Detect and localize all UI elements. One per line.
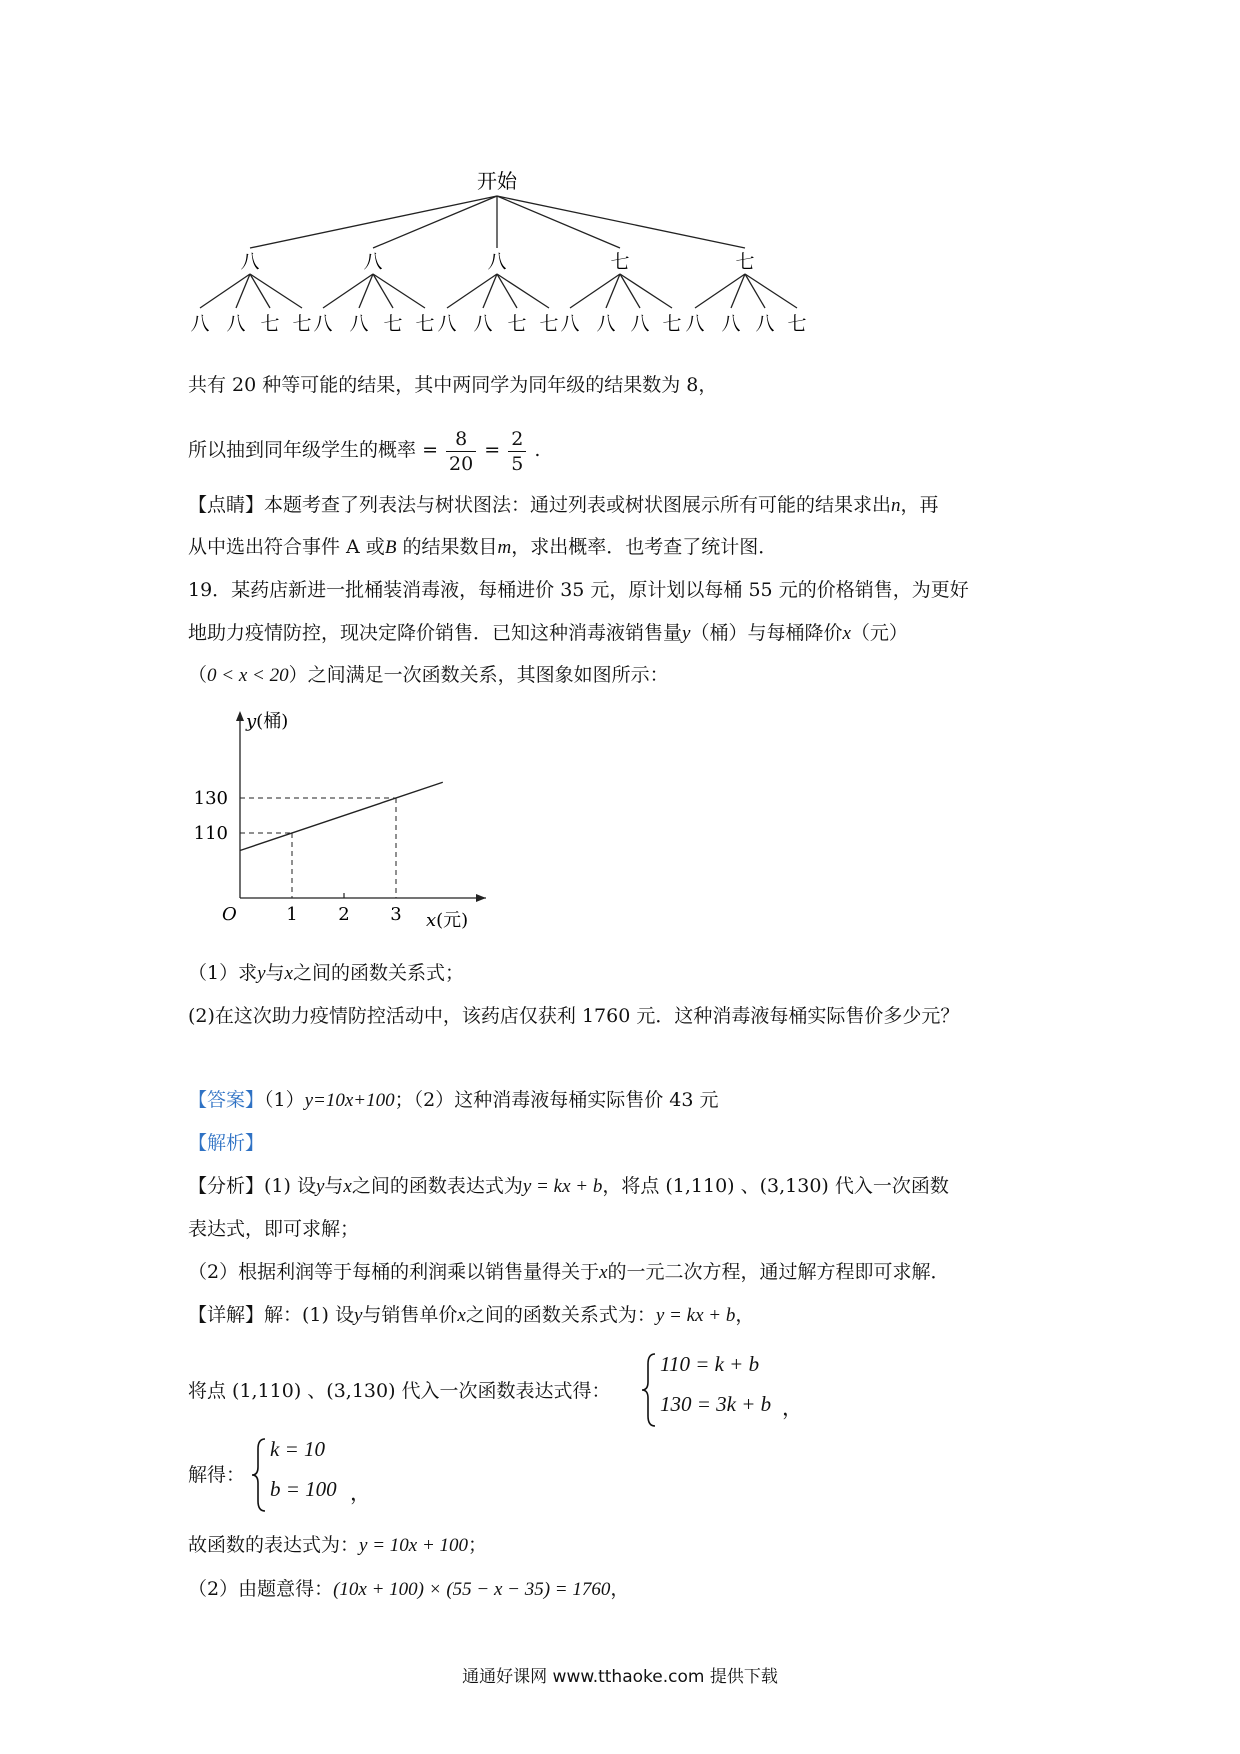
substitute-points: 将点 (1,110) 、(3,130) 代入一次函数表达式得： [188, 1380, 611, 1402]
sub1-y: y [257, 963, 266, 984]
fenxi-y: y [315, 1176, 325, 1197]
tree-node-l1: 七 [610, 251, 630, 273]
part2-line [188, 1576, 629, 1603]
range-expr: 0 < x < 20 [207, 665, 289, 686]
tree-leaf: 八 [349, 313, 369, 335]
jiexi-label: 【解析】 [188, 1132, 265, 1154]
sub1-x: x [284, 963, 293, 984]
tree-leaf: 八 [226, 313, 246, 335]
tree-leaf: 八 [721, 313, 741, 335]
tree-root-label: 开始 [477, 169, 517, 193]
dianjing2-text-a: 从中选出符合事件 A 或 [188, 536, 385, 558]
system2-eq1: k = 10 [270, 1437, 325, 1461]
system1-eq1: 110 = k + b [660, 1352, 760, 1376]
q19-2c: （元） [850, 622, 908, 644]
dianjing2-text-c: ，求出概率．也考查了统计图． [511, 536, 778, 558]
tree-node-l1: 八 [487, 251, 507, 273]
y-tick-label: 110 [193, 823, 228, 844]
tree-leaf: 八 [560, 313, 580, 335]
answer-line [188, 1087, 718, 1114]
xiangjie-eq: y = kx + b [655, 1305, 736, 1326]
tree-branch-l2 [373, 274, 393, 308]
footer-source: 通通好课网 www.tthaoke.com 提供下载 [462, 1667, 778, 1687]
q19-line-1: 19．某药店新进一批桶装消毒液，每桶进价 35 元，原计划以每桶 55 元的价格销售，为更好 [188, 579, 969, 601]
part2-end: ， [610, 1578, 630, 1600]
system2-eq2: b = 100 [270, 1477, 337, 1501]
tree-branch-l2 [620, 274, 672, 308]
system1-eq2: 130 = 3k + b [660, 1392, 772, 1416]
tree-leaf: 七 [662, 313, 682, 335]
eq-sign-1: = [422, 439, 438, 461]
tree-branch-l2 [620, 274, 640, 308]
tree-leaf: 七 [260, 313, 280, 335]
x-tick-label: 1 [286, 904, 298, 925]
xiangjie-y: y [353, 1305, 363, 1326]
xiangjie-line-1 [188, 1302, 754, 1329]
var-n: n [891, 495, 901, 516]
function-line [240, 782, 443, 850]
eq-sign-2: = [484, 439, 501, 461]
dianjing-line-1 [188, 492, 939, 519]
tree-branch-l2 [497, 274, 549, 308]
sub1-a: （1）求 [188, 962, 258, 984]
brace-left-1 [640, 1352, 658, 1428]
x-tick-label: 2 [338, 904, 350, 925]
prob-end: . [534, 439, 541, 461]
q19-2a: 地助力疫情防控，现决定降价销售．已知这种消毒液销售量 [188, 622, 683, 644]
tree-leaf: 七 [507, 313, 527, 335]
tree-leaf: 八 [313, 313, 333, 335]
x-axis-label: x(元) [426, 910, 469, 931]
tree-node-l1: 八 [240, 251, 260, 273]
function-expression-line [188, 1532, 487, 1559]
system1-end: ， [782, 1396, 803, 1420]
tree-branch-l1 [497, 196, 745, 248]
fenxi3-x: x [599, 1262, 608, 1283]
linear-function-chart [188, 705, 508, 945]
fenxi-a: 【分析】(1) 设 [188, 1175, 316, 1197]
xiangjie-x: x [457, 1305, 466, 1326]
fenxi-line-1 [188, 1173, 949, 1200]
xiangjie-a: 【详解】解：(1) 设 [188, 1304, 354, 1326]
var-m: m [497, 537, 512, 558]
sub1-b: 与 [265, 962, 285, 984]
fenxi3-b: 的一元二次方程，通过解方程即可求解． [607, 1261, 950, 1283]
q19-line-2 [188, 620, 908, 647]
q19-2b: （桶）与每桶降价 [690, 622, 843, 644]
fenxi3-a: （2）根据利润等于每桶的利润乘以销售量得关于 [188, 1261, 600, 1283]
var-y: y [682, 623, 691, 644]
func-a: 故函数的表达式为： [188, 1534, 360, 1556]
frac1-num: 8 [446, 427, 476, 452]
tree-leaf: 八 [685, 313, 705, 335]
tree-branch-l1 [373, 196, 497, 248]
prob-prefix: 所以抽到同年级学生的概率 [188, 439, 417, 461]
fenxi-eq: y = kx + b [522, 1176, 603, 1197]
probability-line [188, 420, 540, 480]
tree-diagram [0, 150, 1240, 490]
fenxi-line-3 [188, 1259, 950, 1286]
x-axis-arrow [476, 894, 486, 902]
y-axis-arrow [236, 711, 244, 721]
result-line: 共有 20 种等可能的结果，其中两同学为同年级的结果数为 8， [188, 374, 718, 396]
frac2-num: 2 [508, 427, 526, 452]
dianjing2-text-b: 的结果数目 [396, 536, 498, 558]
y-tick-label: 130 [193, 788, 228, 809]
tree-leaf: 七 [787, 313, 807, 335]
xiangjie-b: 与销售单价 [362, 1304, 458, 1326]
system2-end: ， [350, 1481, 371, 1505]
func-end: ； [468, 1534, 488, 1556]
q19-3a: （ [188, 664, 208, 686]
tree-branch-l1 [497, 196, 620, 248]
origin-label: O [222, 904, 237, 925]
tree-leaf: 八 [596, 313, 616, 335]
fenxi-x: x [343, 1176, 352, 1197]
tree-branch-l2 [250, 274, 302, 308]
jiede-label: 解得： [188, 1464, 246, 1486]
answer-a: （1） [264, 1089, 305, 1111]
answer-eq: y=10x+100 [304, 1090, 395, 1111]
frac2-den: 5 [511, 452, 524, 475]
tree-leaf: 八 [473, 313, 493, 335]
tree-leaf: 八 [190, 313, 210, 335]
dianjing-text-b: ，再 [900, 494, 939, 516]
tree-branch-l1 [250, 196, 497, 248]
xiangjie-d: ， [735, 1304, 755, 1326]
tree-branch-l2 [745, 274, 765, 308]
q19-3b: ）之间满足一次函数关系，其图象如图所示： [288, 664, 669, 686]
sub-question-2: (2)在这次助力疫情防控活动中，该药店仅获利 1760 元．这种消毒液每桶实际售价多少元？ [188, 1005, 960, 1027]
tree-leaf: 七 [383, 313, 403, 335]
brace-left-2 [250, 1437, 268, 1513]
tree-branch-l2 [497, 274, 517, 308]
answer-b: ；（2）这种消毒液每桶实际售价 43 元 [394, 1089, 719, 1111]
var-x: x [842, 623, 851, 644]
fraction-2-5 [508, 427, 526, 476]
answer-label: 【答案】 [188, 1089, 265, 1111]
fraction-8-20 [446, 427, 476, 476]
frac1-den: 20 [449, 452, 474, 475]
fenxi-d: ，将点 (1,110) 、(3,130) 代入一次函数 [602, 1175, 949, 1197]
tree-node-l1: 八 [363, 251, 383, 273]
tree-branch-l2 [250, 274, 270, 308]
tree-leaf: 七 [292, 313, 312, 335]
xiangjie-c: 之间的函数关系式为： [465, 1304, 656, 1326]
sub-question-1 [188, 960, 464, 987]
sub1-c: 之间的函数关系式； [292, 962, 464, 984]
dianjing-line-2 [188, 534, 777, 561]
fenxi-line-2: 表达式，即可求解； [188, 1218, 360, 1240]
part2-a: （2）由题意得： [188, 1578, 334, 1600]
tree-node-l1: 七 [735, 251, 755, 273]
dianjing-text-a: 【点睛】本题考查了列表法与树状图法：通过列表或树状图展示所有可能的结果求出 [188, 494, 892, 516]
x-tick-label: 3 [390, 904, 402, 925]
tree-branch-l2 [373, 274, 425, 308]
fenxi-c: 之间的函数表达式为 [351, 1175, 523, 1197]
part2-eq: (10x + 100) × (55 − x − 35) = 1760 [333, 1579, 611, 1600]
tree-branch-l2 [745, 274, 797, 308]
y-axis-label: y(桶) [246, 711, 289, 732]
func-eq: y = 10x + 100 [359, 1535, 469, 1556]
q19-line-3 [188, 662, 669, 689]
tree-leaf: 七 [415, 313, 435, 335]
tree-leaf: 八 [755, 313, 775, 335]
tree-leaf: 七 [539, 313, 559, 335]
tree-leaf: 八 [630, 313, 650, 335]
tree-leaf: 八 [437, 313, 457, 335]
fenxi-b: 与 [324, 1175, 344, 1197]
var-B: B [384, 537, 397, 558]
